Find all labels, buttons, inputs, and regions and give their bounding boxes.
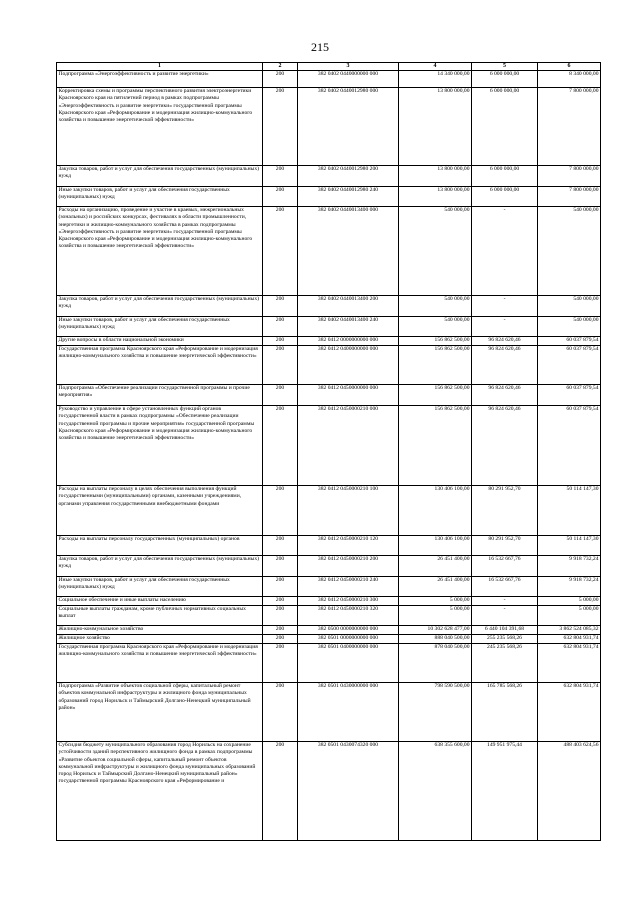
item-name-cell: Расходы на выплаты персоналу в целях обеспечения выполнения функций государственными (муниципальными) органами, казенными учреждениями, органами управления государственными внебюджетными фондами xyxy=(57,486,263,536)
table-row xyxy=(57,406,601,486)
approved-amount-cell: 540 000,00 xyxy=(399,207,472,296)
classification-code-cell: 382 0412 0450000210 200 xyxy=(298,556,399,577)
remaining-amount-cell: 488 403 624,56 xyxy=(538,742,601,841)
admin-code-cell: 200 xyxy=(263,536,298,556)
admin-code-cell: 200 xyxy=(263,385,298,406)
remaining-amount-cell: 60 037 879,54 xyxy=(538,337,601,346)
table-row xyxy=(57,337,601,346)
approved-amount-cell: 13 800 000,00 xyxy=(399,166,472,187)
remaining-amount-cell: 8 340 000,00 xyxy=(538,71,601,88)
remaining-amount-cell: 5 000,00 xyxy=(538,606,601,626)
item-name-cell: Закупка товаров, работ и услуг для обеспечения государственных (муниципальных) нужд xyxy=(57,556,263,577)
item-name-cell: Закупка товаров, работ и услуг для обеспечения государственных (муниципальных) нужд xyxy=(57,296,263,317)
column-header: 5 xyxy=(472,63,538,71)
admin-code-cell: 200 xyxy=(263,406,298,486)
item-name-cell: Жилищно-коммунальное хозяйство xyxy=(57,626,263,635)
item-name-cell: Иные закупки товаров, работ и услуг для обеспечения государственных (муниципальных) нужд xyxy=(57,187,263,207)
executed-amount-cell: 96 824 620,46 xyxy=(472,346,538,385)
item-name-cell: Закупка товаров, работ и услуг для обеспечения государственных (муниципальных) нужд xyxy=(57,166,263,187)
remaining-amount-cell: 632 804 931,74 xyxy=(538,635,601,644)
table-row xyxy=(57,606,601,626)
item-name-cell: Корректировка схемы и программы перспективного развития электроэнергетики Красноярского края на пятилетний период в рамках подпрограммы «Энергоэффективность и развитие энергетики» государственной программы Красноярского края «Реформирование и модернизация жилищно-коммунального хозяйства и повышение энергетической эффективности» xyxy=(57,88,263,166)
remaining-amount-cell: 9 918 732,24 xyxy=(538,556,601,577)
executed-amount-cell: 80 291 952,70 xyxy=(472,486,538,536)
admin-code-cell: 200 xyxy=(263,207,298,296)
admin-code-cell: 200 xyxy=(263,187,298,207)
remaining-amount-cell: 632 804 931,74 xyxy=(538,644,601,683)
executed-amount-cell: 245 235 568,26 xyxy=(472,644,538,683)
approved-amount-cell: 638 355 600,00 xyxy=(399,742,472,841)
admin-code-cell: 200 xyxy=(263,577,298,597)
item-name-cell: Государственная программа Красноярского края «Реформирование и модернизация жилищно-коммунального хозяйства и повышение энергетической эффективности» xyxy=(57,346,263,385)
item-name-cell: Иные закупки товаров, работ и услуг для обеспечения государственных (муниципальных) нужд xyxy=(57,317,263,337)
classification-code-cell: 382 0402 0440012980 000 xyxy=(298,88,399,166)
page-number: 215 xyxy=(311,40,329,54)
approved-amount-cell: 13 800 000,00 xyxy=(399,187,472,207)
admin-code-cell: 200 xyxy=(263,166,298,187)
table-row xyxy=(57,635,601,644)
table-row xyxy=(57,346,601,385)
remaining-amount-cell: 7 800 000,00 xyxy=(538,88,601,166)
remaining-amount-cell: 9 918 732,24 xyxy=(538,577,601,597)
executed-amount-cell: 6 000 000,00 xyxy=(472,187,538,207)
approved-amount-cell: 13 800 000,00 xyxy=(399,88,472,166)
remaining-amount-cell: 7 800 000,00 xyxy=(538,187,601,207)
table-row xyxy=(57,597,601,606)
approved-amount-cell: 888 040 500,00 xyxy=(399,635,472,644)
admin-code-cell: 200 xyxy=(263,337,298,346)
remaining-amount-cell: 540 000,00 xyxy=(538,296,601,317)
executed-amount-cell: 6 000 000,00 xyxy=(472,88,538,166)
item-name-cell: Другие вопросы в области национальной экономики xyxy=(57,337,263,346)
header-row xyxy=(57,63,601,71)
classification-code-cell: 382 0501 0430074320 000 xyxy=(298,742,399,841)
item-name-cell: Руководство и управление в сфере установленных функций органов государственной власти в рамках подпрограммы «Обеспечение реализации государственной программы и прочие мероприятия» государственной программы Красноярского края «Реформирование и модернизация жилищно-коммунального хозяйства и повышение энергетической эффективности» xyxy=(57,406,263,486)
executed-amount-cell: 255 235 568,26 xyxy=(472,635,538,644)
executed-amount-cell: - xyxy=(472,606,538,626)
approved-amount-cell: 5 000,00 xyxy=(399,597,472,606)
executed-amount-cell: - xyxy=(472,207,538,296)
classification-code-cell: 382 0412 0450000210 240 xyxy=(298,577,399,597)
executed-amount-cell: 6 440 104 391,68 xyxy=(472,626,538,635)
approved-amount-cell: 156 862 500,00 xyxy=(399,346,472,385)
classification-code-cell: 382 0412 0000000000 000 xyxy=(298,337,399,346)
approved-amount-cell: 156 862 500,00 xyxy=(399,406,472,486)
item-name-cell: Расходы на выплаты персоналу государственных (муниципальных) органов xyxy=(57,536,263,556)
budget-table xyxy=(56,62,601,841)
admin-code-cell: 200 xyxy=(263,346,298,385)
executed-amount-cell: 6 000 000,00 xyxy=(472,166,538,187)
approved-amount-cell: 26 451 400,00 xyxy=(399,556,472,577)
item-name-cell: Расходы на организацию, проведение и участие в краевых, межрегиональных (зональных) и российских конкурсах, фестивалях в области промышленности, энергетики и жилищно-коммунального хозяйства в рамках подпрограммы «Энергоэффективность и развитие энергетики» государственной программы Красноярского края «Реформирование и модернизация жилищно-коммунального хозяйства и повышение энергетической эффективности» xyxy=(57,207,263,296)
approved-amount-cell: 14 340 000,00 xyxy=(399,71,472,88)
admin-code-cell: 200 xyxy=(263,88,298,166)
executed-amount-cell: 16 532 667,76 xyxy=(472,556,538,577)
executed-amount-cell: 6 000 000,00 xyxy=(472,71,538,88)
remaining-amount-cell: 5 000,00 xyxy=(538,597,601,606)
admin-code-cell: 200 xyxy=(263,742,298,841)
table-row xyxy=(57,577,601,597)
admin-code-cell: 200 xyxy=(263,317,298,337)
classification-code-cell: 382 0412 0400000000 000 xyxy=(298,346,399,385)
remaining-amount-cell: 50 114 147,30 xyxy=(538,536,601,556)
table-row xyxy=(57,88,601,166)
table-row xyxy=(57,486,601,536)
table-row xyxy=(57,207,601,296)
item-name-cell: Социальное обеспечение и иные выплаты населению xyxy=(57,597,263,606)
classification-code-cell: 382 0501 0000000000 000 xyxy=(298,635,399,644)
table-row xyxy=(57,683,601,742)
approved-amount-cell: 798 590 500,00 xyxy=(399,683,472,742)
table-row xyxy=(57,536,601,556)
classification-code-cell: 382 0412 0450000210 120 xyxy=(298,536,399,556)
admin-code-cell: 200 xyxy=(263,486,298,536)
classification-code-cell: 382 0402 0440013400 240 xyxy=(298,317,399,337)
remaining-amount-cell: 60 037 879,54 xyxy=(538,346,601,385)
table-row xyxy=(57,166,601,187)
classification-code-cell: 382 0501 0400000000 000 xyxy=(298,644,399,683)
item-name-cell: Социальные выплаты гражданам, кроме публичных нормативных социальных выплат xyxy=(57,606,263,626)
executed-amount-cell: 16 532 667,76 xyxy=(472,577,538,597)
classification-code-cell: 382 0501 0430000000 000 xyxy=(298,683,399,742)
item-name-cell: Субсидия бюджету муниципального образования город Норильск на сохранение устойчивости зданий перспективного жилищного фонда в рамках подпрограммы «Развитие объектов социальной сферы, капитальный ремонт объектов коммунальной инфраструктуры и жилищного фонда муниципальных образований город Норильск и Таймырский Долгано-Ненецкий муниципальный район» государственной программы Красноярского края «Реформирование и xyxy=(57,742,263,841)
approved-amount-cell: 5 000,00 xyxy=(399,606,472,626)
executed-amount-cell: 96 824 620,46 xyxy=(472,406,538,486)
remaining-amount-cell: 7 800 000,00 xyxy=(538,166,601,187)
classification-code-cell: 382 0412 0450000210 320 xyxy=(298,606,399,626)
table-row xyxy=(57,385,601,406)
item-name-cell: Подпрограмма «Энергоэффективность и развитие энергетики» xyxy=(57,71,263,88)
admin-code-cell: 200 xyxy=(263,644,298,683)
remaining-amount-cell: 50 114 147,30 xyxy=(538,486,601,536)
approved-amount-cell: 878 040 500,00 xyxy=(399,644,472,683)
approved-amount-cell: 130 406 100,00 xyxy=(399,536,472,556)
remaining-amount-cell: 632 804 931,74 xyxy=(538,683,601,742)
classification-code-cell: 382 0412 0450000210 000 xyxy=(298,406,399,486)
table-row xyxy=(57,626,601,635)
admin-code-cell: 200 xyxy=(263,606,298,626)
remaining-amount-cell: 60 037 879,54 xyxy=(538,406,601,486)
classification-code-cell: 382 0402 0440013400 000 xyxy=(298,207,399,296)
remaining-amount-cell: 3 862 524 085,32 xyxy=(538,626,601,635)
admin-code-cell: 200 xyxy=(263,683,298,742)
admin-code-cell: 200 xyxy=(263,635,298,644)
classification-code-cell: 382 0412 0450000210 100 xyxy=(298,486,399,536)
executed-amount-cell: 80 291 952,70 xyxy=(472,536,538,556)
admin-code-cell: 200 xyxy=(263,296,298,317)
approved-amount-cell: 26 451 400,00 xyxy=(399,577,472,597)
approved-amount-cell: 130 406 100,00 xyxy=(399,486,472,536)
executed-amount-cell: - xyxy=(472,296,538,317)
table-row xyxy=(57,187,601,207)
column-header: 1 xyxy=(57,63,263,71)
classification-code-cell: 382 0412 0450000000 000 xyxy=(298,385,399,406)
admin-code-cell: 200 xyxy=(263,556,298,577)
executed-amount-cell: 149 951 975,44 xyxy=(472,742,538,841)
table-row xyxy=(57,296,601,317)
admin-code-cell: 200 xyxy=(263,71,298,88)
executed-amount-cell: 165 785 568,26 xyxy=(472,683,538,742)
column-header: 2 xyxy=(263,63,298,71)
executed-amount-cell: - xyxy=(472,597,538,606)
executed-amount-cell: - xyxy=(472,317,538,337)
item-name-cell: Подпрограмма «Обеспечение реализации государственной программы и прочие мероприятия» xyxy=(57,385,263,406)
column-header: 4 xyxy=(399,63,472,71)
table-row xyxy=(57,556,601,577)
executed-amount-cell: 96 824 620,46 xyxy=(472,337,538,346)
approved-amount-cell: 540 000,00 xyxy=(399,317,472,337)
item-name-cell: Иные закупки товаров, работ и услуг для обеспечения государственных (муниципальных) нужд xyxy=(57,577,263,597)
table-row xyxy=(57,742,601,841)
executed-amount-cell: 96 824 620,46 xyxy=(472,385,538,406)
table-row xyxy=(57,644,601,683)
remaining-amount-cell: 60 037 879,54 xyxy=(538,385,601,406)
admin-code-cell: 200 xyxy=(263,597,298,606)
table-row xyxy=(57,71,601,88)
column-header: 3 xyxy=(298,63,399,71)
classification-code-cell: 382 0402 0440012980 240 xyxy=(298,187,399,207)
item-name-cell: Подпрограмма «Развитие объектов социальной сферы, капитальный ремонт объектов коммунальной инфраструктуры и жилищного фонда муниципальных образований город Норильск и Таймырский Долгано-Ненецкий муниципальный район» xyxy=(57,683,263,742)
remaining-amount-cell: 540 000,00 xyxy=(538,317,601,337)
classification-code-cell: 382 0412 0450000210 300 xyxy=(298,597,399,606)
approved-amount-cell: 10 302 628 477,00 xyxy=(399,626,472,635)
item-name-cell: Жилищное хозяйство xyxy=(57,635,263,644)
classification-code-cell: 382 0402 0440000000 000 xyxy=(298,71,399,88)
column-header: 6 xyxy=(538,63,601,71)
admin-code-cell: 200 xyxy=(263,626,298,635)
table-row xyxy=(57,317,601,337)
approved-amount-cell: 156 862 500,00 xyxy=(399,385,472,406)
item-name-cell: Государственная программа Красноярского края «Реформирование и модернизация жилищно-коммунального хозяйства и повышение энергетической эффективности» xyxy=(57,644,263,683)
classification-code-cell: 382 0402 0440012980 200 xyxy=(298,166,399,187)
approved-amount-cell: 156 862 500,00 xyxy=(399,337,472,346)
classification-code-cell: 382 0402 0440013400 200 xyxy=(298,296,399,317)
approved-amount-cell: 540 000,00 xyxy=(399,296,472,317)
remaining-amount-cell: 540 000,00 xyxy=(538,207,601,296)
classification-code-cell: 382 0500 0000000000 000 xyxy=(298,626,399,635)
